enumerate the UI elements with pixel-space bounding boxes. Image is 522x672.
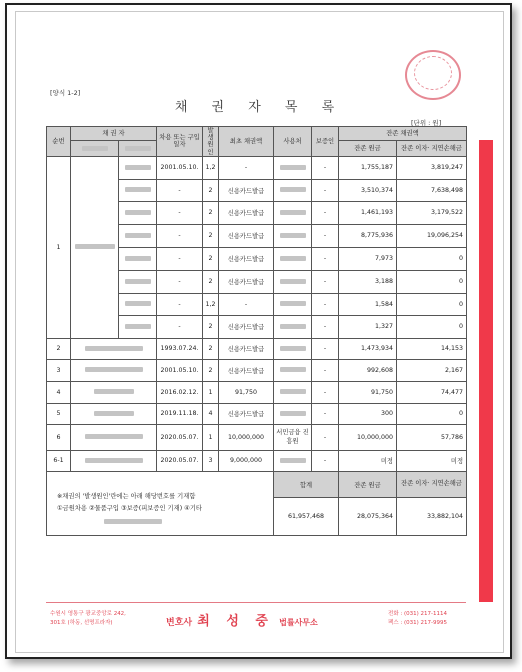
row-guarantor: -: [312, 359, 339, 381]
row-use-redacted: [274, 359, 312, 381]
creditor-address-redacted: [119, 293, 157, 315]
row-use-redacted: [274, 224, 312, 247]
creditor-address-redacted: [119, 201, 157, 224]
row-initial: 9,000,000: [219, 450, 274, 471]
row-date: -: [157, 270, 203, 293]
row-initial: 신용카드발급: [219, 338, 274, 359]
row-guarantor: -: [312, 156, 339, 179]
row-use-redacted: [274, 450, 312, 471]
row-no: 2: [47, 338, 71, 359]
row-cause: 2: [203, 201, 219, 224]
total-label: 합계: [274, 471, 339, 497]
row-interest: 미정: [397, 450, 467, 471]
row-interest: 7,638,498: [397, 179, 467, 201]
interest-total: 33,882,104: [397, 497, 467, 535]
office-address: [50, 610, 126, 629]
row-initial: 신용카드발급: [219, 201, 274, 224]
creditor-redacted: [71, 403, 157, 424]
row-initial: 91,750: [219, 381, 274, 403]
row-use-redacted: [274, 201, 312, 224]
table-row: [47, 359, 467, 381]
row-use-redacted: [274, 315, 312, 338]
header-remaining: 잔존 채권액: [339, 127, 467, 141]
row-principal: 7,973: [339, 247, 397, 270]
row-interest: 19,096,254: [397, 224, 467, 247]
creditor-redacted: [71, 359, 157, 381]
row-initial: 신용카드발급: [219, 247, 274, 270]
row-principal: 8,775,936: [339, 224, 397, 247]
creditor-address-redacted: [119, 179, 157, 201]
creditor-address-redacted: [119, 224, 157, 247]
row-initial: 신용카드발급: [219, 359, 274, 381]
creditor-redacted: [71, 381, 157, 403]
row-date: -: [157, 293, 203, 315]
row-initial: 신용카드발급: [219, 315, 274, 338]
row-interest: 0: [397, 270, 467, 293]
row-use-redacted: [274, 179, 312, 201]
row-initial: 신용카드발급: [219, 224, 274, 247]
row-use-redacted: [274, 156, 312, 179]
row-date: 2001.05.10.: [157, 359, 203, 381]
row-cause: 3: [203, 450, 219, 471]
row-guarantor: -: [312, 403, 339, 424]
row-initial: 10,000,000: [219, 424, 274, 450]
creditor-address-redacted: [119, 270, 157, 293]
header-date: 차용 또는 구입일자: [157, 127, 203, 157]
row-guarantor: -: [312, 224, 339, 247]
row-no: 5: [47, 403, 71, 424]
row-use-redacted: [274, 338, 312, 359]
document-page: [15, 11, 504, 653]
row-cause: 2: [203, 315, 219, 338]
creditor-redacted: [71, 338, 157, 359]
row-cause: 2: [203, 270, 219, 293]
header-creditor-address: [119, 141, 157, 157]
header-principal: 잔존 원금: [339, 141, 397, 157]
header-interest: 잔존 이자· 지연손해금: [397, 141, 467, 157]
row-interest: 0: [397, 403, 467, 424]
row-date: -: [157, 315, 203, 338]
row-guarantor: -: [312, 179, 339, 201]
table-row: [47, 338, 467, 359]
row-interest: 2,167: [397, 359, 467, 381]
row-use-redacted: [274, 293, 312, 315]
row-initial: 신용카드발급: [219, 179, 274, 201]
row-cause: 2: [203, 338, 219, 359]
lawyer-name: 최 성 중: [197, 614, 274, 629]
row-cause: 2: [203, 224, 219, 247]
form-number: [양식 1-2]: [50, 89, 81, 97]
row-principal: 3,510,374: [339, 179, 397, 201]
row-guarantor: -: [312, 338, 339, 359]
office-phone: 전화 : (031) 217-1114: [388, 611, 447, 617]
page-title: 채 권 자 목 록: [174, 100, 345, 115]
principal-total: 28,075,364: [339, 497, 397, 535]
document-frame: [5, 3, 512, 659]
cause-legend-codes: ①금원차용 ②물품구입 ③보증(피보증인 기재) ④기타: [57, 505, 202, 513]
row-principal: 10,000,000: [339, 424, 397, 450]
row-interest: 57,786: [397, 424, 467, 450]
row-principal: 1,584: [339, 293, 397, 315]
creditor-table: [46, 126, 467, 536]
row-date: -: [157, 201, 203, 224]
creditor-redacted: [71, 424, 157, 450]
row-date: 2020.05.07.: [157, 450, 203, 471]
creditor-redacted: [71, 450, 157, 471]
principal-total-label: 잔존 원금: [339, 471, 397, 497]
row-interest: 0: [397, 247, 467, 270]
row-principal: 미정: [339, 450, 397, 471]
row-initial: -: [219, 293, 274, 315]
grand-total: 61,957,468: [274, 497, 339, 535]
row-interest: 14,153: [397, 338, 467, 359]
law-firm-name: [166, 610, 318, 629]
row-principal: 992,608: [339, 359, 397, 381]
row-use-redacted: [274, 270, 312, 293]
header-creditor-name: [71, 141, 119, 157]
row-use-redacted: [274, 381, 312, 403]
row-guarantor: -: [312, 293, 339, 315]
table-row: [47, 403, 467, 424]
row-principal: 91,750: [339, 381, 397, 403]
row-date: -: [157, 179, 203, 201]
interest-total-label: 잔존 이자· 지연손해금: [397, 471, 467, 497]
creditor-address-redacted: [119, 156, 157, 179]
row-principal: 1,473,934: [339, 338, 397, 359]
table-row: [47, 450, 467, 471]
row-guarantor: -: [312, 381, 339, 403]
row-initial: -: [219, 156, 274, 179]
row-interest: 0: [397, 293, 467, 315]
cause-legend-note: ※채권의 '발생원인'란에는 아래 해당번호를 기재함: [57, 492, 196, 500]
header-initial-amount: 최초 채권액: [219, 127, 274, 157]
row-date: -: [157, 247, 203, 270]
signature-redacted: [104, 511, 162, 530]
row-guarantor: -: [312, 270, 339, 293]
creditor-name-redacted: [71, 156, 119, 338]
header-cause: 발생 원인: [203, 127, 219, 157]
row-date: 2019.11.18.: [157, 403, 203, 424]
law-firm-suffix: 법률사무소: [279, 618, 318, 627]
row-cause: 4: [203, 403, 219, 424]
red-seal-stamp-inner: [414, 56, 452, 90]
row-principal: 1,327: [339, 315, 397, 338]
office-address-line2: 301호 (하동, 선명프라자): [50, 620, 113, 627]
table-row: [47, 381, 467, 403]
row-no: 6: [47, 424, 71, 450]
header-guarantor: 보증인: [312, 127, 339, 157]
row-principal: 1,755,187: [339, 156, 397, 179]
header-creditor: 채 권 자: [71, 127, 157, 141]
creditor-address-redacted: [119, 315, 157, 338]
row-guarantor: -: [312, 247, 339, 270]
row-no: 6-1: [47, 450, 71, 471]
row-date: 2016.02.12.: [157, 381, 203, 403]
office-address-line1: 수원시 영통구 광교중앙로 242,: [50, 611, 126, 617]
header-use: 사용처: [274, 127, 312, 157]
row-cause: 2: [203, 179, 219, 201]
creditor-address-redacted: [119, 247, 157, 270]
footer-divider: [46, 602, 466, 603]
law-firm-prefix: 변호사: [166, 618, 193, 628]
row-cause: 1,2: [203, 293, 219, 315]
redaction-bar: [479, 140, 493, 602]
row-guarantor: -: [312, 450, 339, 471]
row-interest: 0: [397, 315, 467, 338]
row-interest: 3,179,522: [397, 201, 467, 224]
row-interest: 74,477: [397, 381, 467, 403]
row-cause: 2: [203, 359, 219, 381]
row-cause: 1,2: [203, 156, 219, 179]
header-no: 순번: [47, 127, 71, 157]
office-fax: 팩스 : (031) 217-9995: [388, 620, 447, 627]
row-interest: 3,819,247: [397, 156, 467, 179]
row-initial: 신용카드발급: [219, 403, 274, 424]
unit-label: [단위 : 원]: [411, 119, 442, 127]
summary-header-row: [47, 471, 467, 497]
row-use-redacted: [274, 403, 312, 424]
row-principal: 3,188: [339, 270, 397, 293]
row-guarantor: -: [312, 315, 339, 338]
row-principal: 1,461,193: [339, 201, 397, 224]
office-contact: [388, 610, 447, 629]
row-date: 2001.05.10.: [157, 156, 203, 179]
row-guarantor: -: [312, 424, 339, 450]
row-date: 2020.05.07.: [157, 424, 203, 450]
row-date: -: [157, 224, 203, 247]
row-initial: 신용카드발급: [219, 270, 274, 293]
row-cause: 2: [203, 247, 219, 270]
row-guarantor: -: [312, 201, 339, 224]
row-date: 1993.07.24.: [157, 338, 203, 359]
table-row: [47, 424, 467, 450]
row-principal: 300: [339, 403, 397, 424]
row-no: 1: [47, 156, 71, 338]
row-cause: 1: [203, 381, 219, 403]
row-use: 서민금융 진흥원: [274, 424, 312, 450]
row-no: 4: [47, 381, 71, 403]
row-no: 3: [47, 359, 71, 381]
row-use-redacted: [274, 247, 312, 270]
row-cause: 1: [203, 424, 219, 450]
table-row: [47, 156, 467, 179]
